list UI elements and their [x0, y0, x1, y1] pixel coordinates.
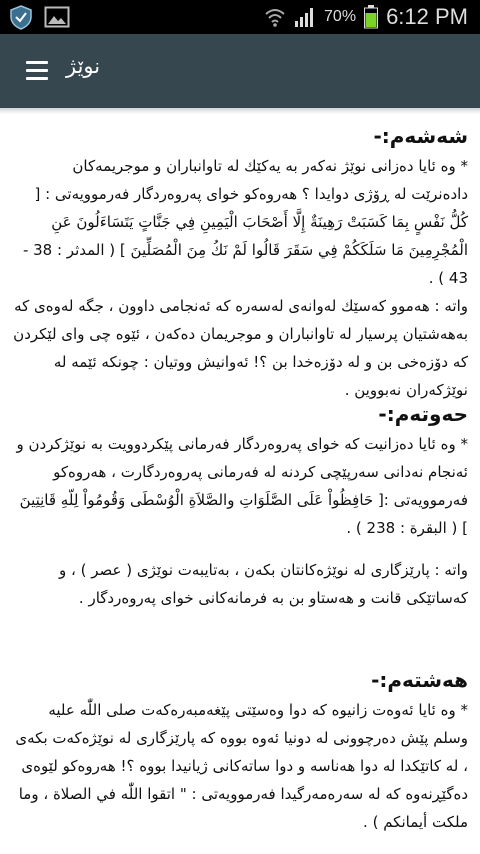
paragraph: واتە : هەموو کەسێك لەوانەی لەسەرە کە ئەنجامی داوون ، جگە لەوەی کە بەهەشتیان پرسیار لە تاوانباران و موجریمان دەکەن ، ئێوە چی وای لێکردن کە دۆزەخی بن و لە دۆزەخدا بن ؟! ئەوانیش ووتیان : چونکە ئێمە لە نوێژکەران نەبووین .	[13, 297, 468, 399]
section-8	[0, 664, 480, 836]
section-heading: هەشتەم:-	[371, 668, 468, 692]
status-right	[264, 0, 468, 34]
hamburger-menu-icon[interactable]	[26, 61, 48, 81]
article-content[interactable]	[0, 108, 480, 854]
section-heading: شەشەم:-	[373, 124, 468, 148]
paragraph: واتە : پارێزگاری لە نوێژەکانتان بکەن ، بەتایبەت نوێژی ( عصر ) ، و کەساتێکی قانت و هەستاو بن بە فرمانەکانی خوای پەروەردگار .	[59, 561, 468, 607]
wifi-icon	[264, 6, 286, 28]
status-left-icons	[0, 4, 70, 30]
section-heading: حەوتەم:-	[378, 402, 468, 426]
signal-icon	[294, 6, 316, 28]
app-title: نوێژ	[66, 54, 101, 78]
paragraph: * وە ئایا دەزانیت کە خوای پەروەردگار فەرمانی پێکردوویت بە نوێژکردن و ئەنجام نەدانی سەرپێچی کردنە لە فەرمانی پەروەردگارت ، هەروەکو فەرموویەتی :[ حَافِظُواْ عَلَى الصَّلَوَاتِ والصَّلاَةِ الْوُسْطَى وَقُومُواْ لِلّهِ قَانِتِينَ ] ( البقرة : 238 ) .	[16, 435, 468, 537]
battery-icon	[364, 5, 378, 29]
paragraph: * وە ئایا ئەوەت زانیوە کە دوا وەسێتی پێغەمبەرەکەت صلی اللّٰه علیه وسلم پێش دەرچوونی لە دونیا ئەوە بووە کە پارێزگاری لە نوێژەکەت بکەی ، لە کاتێکدا لە دوا هەناسە و دوا ساتەکانی ژیانیدا بووە ؟! هەروەکو لێوەی دەگێڕنەوە کە لە سەرەمەرگیدا فەرموویەتی : " اتقوا اللّٰه في الصلاة ، وما ملكت أيمانكم ) .	[15, 701, 468, 831]
status-bar	[0, 0, 480, 34]
section-7	[0, 398, 480, 612]
battery-percent: 70%	[324, 8, 357, 25]
paragraph: * وە ئایا دەزانی نوێژ نەکەر بە یەکێك لە تاوانباران و موجریمەکان دادەنرێت لە ڕۆژی دوایدا ؟ هەروەکو خوای پەروەردگار فەرموویەتی : [ كُلُّ نَفْسٍ بِمَا كَسَبَتْ رَهِينَةٌ إِلَّا أَصْحَابَ الْيَمِينِ فِي جَنَّاتٍ يَتَسَاءَلُونَ عَنِ الْمُجْرِمِينَ مَا سَلَكَكُمْ فِي سَقَرَ قَالُوا لَمْ نَكُ مِنَ الْمُصَلِّينَ ] ( المدثر : 38 - 43 ) .	[22, 157, 468, 287]
section-6	[0, 120, 480, 404]
shield-app-icon	[8, 4, 34, 30]
image-icon	[44, 5, 70, 29]
toolbar-shadow	[0, 108, 480, 114]
app-bar	[0, 34, 480, 108]
clock: 6:12 PM	[386, 4, 468, 29]
